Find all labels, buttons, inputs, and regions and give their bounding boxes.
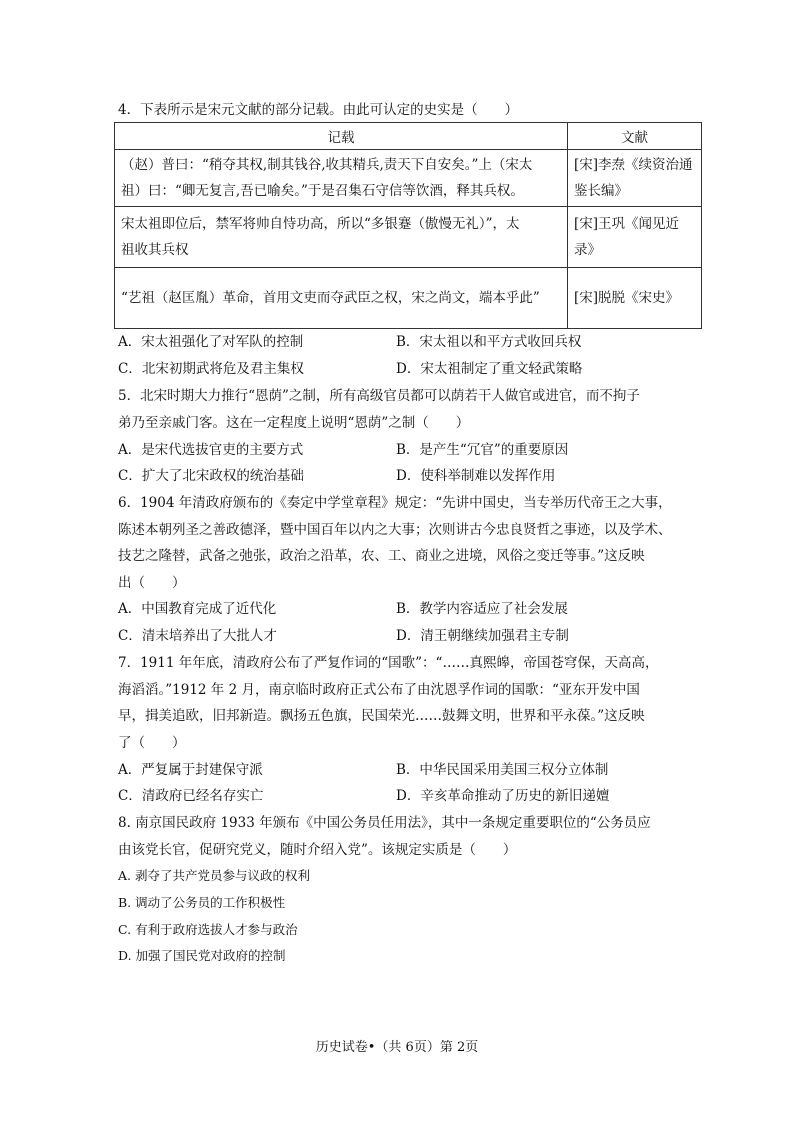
source-line: [宋]李焘《续资治通: [574, 157, 693, 173]
q4-option-a: A．宋太祖强化了对军队的控制: [118, 334, 304, 350]
q6-stem-line: 陈述本朝列圣之善政德泽，暨中国百年以内之大事；次则讲古今忠良贤哲之事迹，以及学术、: [118, 522, 672, 538]
source-cell: [568, 150, 702, 207]
header-record: 记载: [115, 123, 568, 150]
q4-option-c: C．北宋初期武将危及君主集权: [118, 361, 304, 377]
q8-option-c: C. 有利于政府选拔人才参与政治: [118, 922, 298, 937]
q5-option-d: D．使科举制难以发挥作用: [396, 468, 556, 484]
q5-option-c: C．扩大了北宋政权的统治基础: [118, 468, 304, 484]
records-table: [114, 122, 702, 329]
q7-stem-line: 早，揖美追欧，旧邦新造。飘扬五色旗，民国荣光……鼓舞文明，世界和平永葆。”这反映: [118, 708, 645, 724]
q4-stem: 4．下表所示是宋元文献的部分记载。由此可认定的史实是（ ）: [118, 102, 519, 118]
q8-option-b: B. 调动了公务员的工作积极性: [118, 895, 286, 910]
q7-option-d: D．辛亥革命推动了历史的新旧递嬗: [396, 788, 610, 804]
record-cell: [115, 207, 568, 268]
q6-option-b: B．教学内容适应了社会发展: [396, 601, 568, 617]
record-cell: [115, 268, 568, 329]
q6-option-c: C．清末培养出了大批人才: [118, 628, 277, 644]
table-row: [115, 207, 702, 268]
q5-stem-line: 5．北宋时期大力推行“恩荫”之制，所有高级官员都可以荫若干人做官或进官，而不拘子: [118, 388, 640, 404]
source-line: 录》: [574, 242, 601, 258]
table-header-row: [115, 123, 702, 150]
q7-option-b: B．中华民国采用美国三权分立体制: [396, 762, 609, 778]
q5-stem-line: 弟乃至亲戚门客。这在一定程度上说明“恩荫”之制（ ）: [118, 415, 470, 431]
record-cell: [115, 150, 568, 207]
record-line: 祖收其兵权: [121, 242, 189, 258]
source-line: 鉴长编》: [574, 183, 628, 199]
source-cell: [568, 207, 702, 268]
source-cell: [568, 268, 702, 329]
q8-stem-line: 由该党长官，促研究党义，随时介绍入党”。该规定实质是（ ）: [118, 842, 517, 858]
page-footer: 历史试卷•（共 6页）第 2页: [315, 1040, 479, 1055]
q6-stem-line: 技艺之隆替，武备之弛张，政治之沿革，农、工、商业之进境，风俗之变迁等事。”这反映: [118, 548, 645, 564]
q7-stem-line: 了（ ）: [118, 735, 186, 751]
q7-stem-line: 7．1911 年年底，清政府公布了严复作词的“国歌”：“……真熙皞，帝国苍穹保，天高高，: [118, 655, 659, 671]
q8-option-a: A. 剥夺了共产党员参与议政的权利: [118, 868, 310, 883]
q7-stem-line: 海滔滔。”1912 年 2 月，南京临时政府正式公布了由沈恩孚作词的国歌：“亚东开发中国: [118, 682, 640, 698]
q7-option-c: C．清政府已经名存实亡: [118, 788, 264, 804]
q6-stem-line: 6．1904 年清政府颁布的《奏定中学堂章程》规定：“先讲中国史，当专举历代帝王之大事，: [118, 495, 672, 511]
record-line: 祖）曰：“卿无复言,吾已喻矣。”于是召集石守信等饮酒，释其兵权。: [121, 183, 524, 199]
q8-stem-line: 8. 南京国民政府 1933 年颁布《中国公务员任用法》，其中一条规定重要职位的“公务员应: [118, 815, 651, 831]
table-row: [115, 268, 702, 329]
q6-stem-line: 出（ ）: [118, 575, 186, 591]
q8-option-d: D. 加强了国民党对政府的控制: [118, 948, 286, 963]
source-line: [宋]脱脱《宋史》: [574, 290, 680, 306]
q4-option-d: D．宋太祖制定了重文轻武策略: [396, 361, 583, 377]
record-line: 宋太祖即位后，禁军将帅自恃功高，所以“多银蹇（傲慢无礼）”，太: [121, 216, 520, 232]
q7-option-a: A．严复属于封建保守派: [118, 762, 263, 778]
table-row: [115, 150, 702, 207]
record-line: （赵）普曰：“稍夺其权,制其钱谷,收其精兵,责天下自安矣。”上（宋太: [121, 157, 533, 173]
q4-option-b: B．宋太祖以和平方式收回兵权: [396, 334, 582, 350]
q5-option-a: A．是宋代选拔官吏的主要方式: [118, 442, 304, 458]
q6-option-d: D．清王朝继续加强君主专制: [396, 628, 569, 644]
header-source: 文献: [568, 123, 702, 150]
q5-option-b: B．是产生“冗官”的重要原因: [396, 442, 569, 458]
source-line: [宋]王巩《闻见近: [574, 216, 680, 232]
q6-option-a: A．中国教育完成了近代化: [118, 601, 277, 617]
record-line: “艺祖（赵匡胤）革命，首用文吏而夺武臣之权，宋之尚文，端本乎此”: [121, 290, 540, 306]
